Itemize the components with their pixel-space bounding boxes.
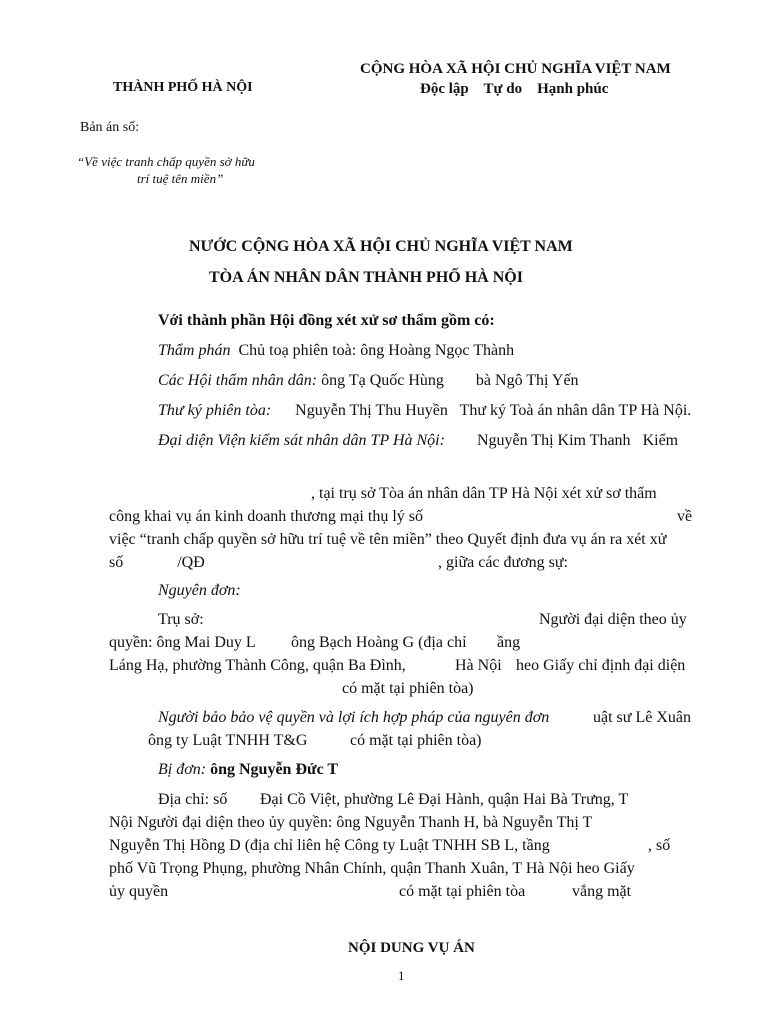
defendant-name: ông Nguyễn Đức T (210, 761, 339, 778)
case-content-heading: NỘI DUNG VỤ ÁN (348, 940, 475, 956)
panel-heading: Với thành phần Hội đồng xét xử sơ thẩm gồm có: (158, 312, 495, 329)
document-title-line1: NƯỚC CỘNG HÒA XÃ HỘI CHỦ NGHĨA VIỆT NAM (189, 238, 573, 255)
rep-line1-c: ầng (497, 634, 521, 651)
jurors-line (158, 372, 579, 390)
jurors-label: Các Hội thẩm nhân dân: (158, 372, 318, 389)
hearing-location-text: , tại trụ sở Tòa án nhân dân TP Hà Nội xét xử sơ thẩm (311, 485, 657, 502)
national-title: CỘNG HÒA XÃ HỘI CHỦ NGHĨA VIỆT NAM (360, 61, 671, 77)
defendant-rep-line4-c: vắng mặt (572, 883, 632, 900)
rep-line1-b: ông Bạch Hoàng G (địa chỉ (291, 634, 467, 651)
decision-number-line (109, 554, 205, 572)
decision-number-prefix: số (109, 554, 124, 571)
authorized-rep-label: Người đại diện theo ủy (539, 611, 687, 628)
judge-line (158, 342, 514, 360)
judge-label: Thẩm phán (158, 342, 231, 359)
procurator-value-b: Kiểm (642, 432, 679, 449)
office-label: Trụ sở: (158, 611, 204, 628)
plaintiff-lawyer-label: Người bảo bảo vệ quyền và lợi ích hợp pháp của nguyên đơn (158, 709, 550, 726)
procurator-label: Đại diện Viện kiểm sát nhân dân TP Hà Nội: (158, 432, 445, 449)
national-motto (420, 81, 608, 98)
case-matter-text: việc “tranh chấp quyền sở hữu trí tuệ về tên miền” theo Quyết định đưa vụ án ra xét xử (109, 531, 667, 548)
judge-value: Chủ toạ phiên toà: ông Hoàng Ngọc Thành (238, 342, 515, 359)
rep-line1-a: quyền: ông Mai Duy L (109, 634, 256, 651)
defendant-line (158, 761, 338, 779)
jurors-value-b: bà Ngô Thị Yến (475, 372, 579, 389)
rep-line2-a: Láng Hạ, phường Thành Công, quận Ba Đình, (109, 657, 406, 674)
procurator-value: Nguyễn Thị Kim Thanh (476, 432, 631, 449)
motto-freedom: Tự do (483, 81, 523, 97)
motto-happiness: Hạnh phúc (537, 81, 609, 97)
decision-number-suffix: /QĐ (177, 554, 205, 571)
plaintiff-label: Nguyên đơn: (158, 582, 241, 599)
rep-line2-c: heo Giấy chỉ định đại diện (516, 657, 686, 674)
clerk-line (158, 402, 691, 420)
defendant-rep-line3: phố Vũ Trọng Phụng, phường Nhân Chính, quận Thanh Xuân, T Hà Nội heo Giấy (109, 860, 635, 877)
clerk-value-a: Nguyễn Thị Thu Huyền (295, 402, 448, 419)
defendant-address-b: Đại Cồ Việt, phường Lê Đại Hành, quận Hai Bà Trưng, T (260, 791, 629, 808)
defendant-rep-line4-b: có mặt tại phiên tòa (399, 883, 526, 900)
defendant-address-a: Địa chỉ: số (158, 791, 228, 808)
lawyer-firm: ông ty Luật TNHH T&G (148, 732, 308, 749)
case-accept-suffix: về (677, 508, 693, 525)
procurator-line (158, 432, 678, 450)
case-accept-text: công khai vụ án kinh doanh thương mại thụ lý số (109, 508, 423, 525)
defendant-rep-line4-a: ủy quyền (109, 883, 169, 900)
defendant-label: Bị đơn: (158, 761, 207, 778)
motto-independence: Độc lập (420, 81, 469, 97)
defendant-rep-line2-a: Nguyễn Thị Hồng D (địa chỉ liên hệ Công ty Luật TNHH SB L, tầng (109, 837, 550, 854)
clerk-value-b: Thư ký Toà án nhân dân TP Hà Nội. (459, 402, 692, 419)
verdict-number-label: Bản án số: (80, 120, 140, 135)
parties-intro: , giữa các đương sự: (438, 554, 568, 571)
rep-line3: có mặt tại phiên tòa) (342, 680, 474, 697)
lawyer-presence: có mặt tại phiên tòa) (350, 732, 482, 749)
page-number: 1 (398, 968, 405, 983)
rep-line2-b: Hà Nội (455, 657, 502, 674)
case-subject-line1: “Về việc tranh chấp quyền sở hữu (77, 154, 255, 169)
court-city-title: THÀNH PHỐ HÀ NỘI (113, 80, 253, 95)
case-subject-line2: trí tuệ tên miền” (137, 171, 224, 186)
plaintiff-lawyer-name: uật sư Lê Xuân (593, 709, 691, 726)
document-title-line2: TÒA ÁN NHÂN DÂN THÀNH PHỐ HÀ NỘI (209, 269, 523, 286)
defendant-rep-line1: Nội Người đại diện theo ủy quyền: ông Nguyễn Thanh H, bà Nguyễn Thị T (109, 814, 593, 831)
clerk-label: Thư ký phiên tòa: (158, 402, 272, 419)
jurors-value-a: ông Tạ Quốc Hùng (321, 372, 444, 389)
defendant-rep-line2-b: , số (648, 837, 671, 854)
